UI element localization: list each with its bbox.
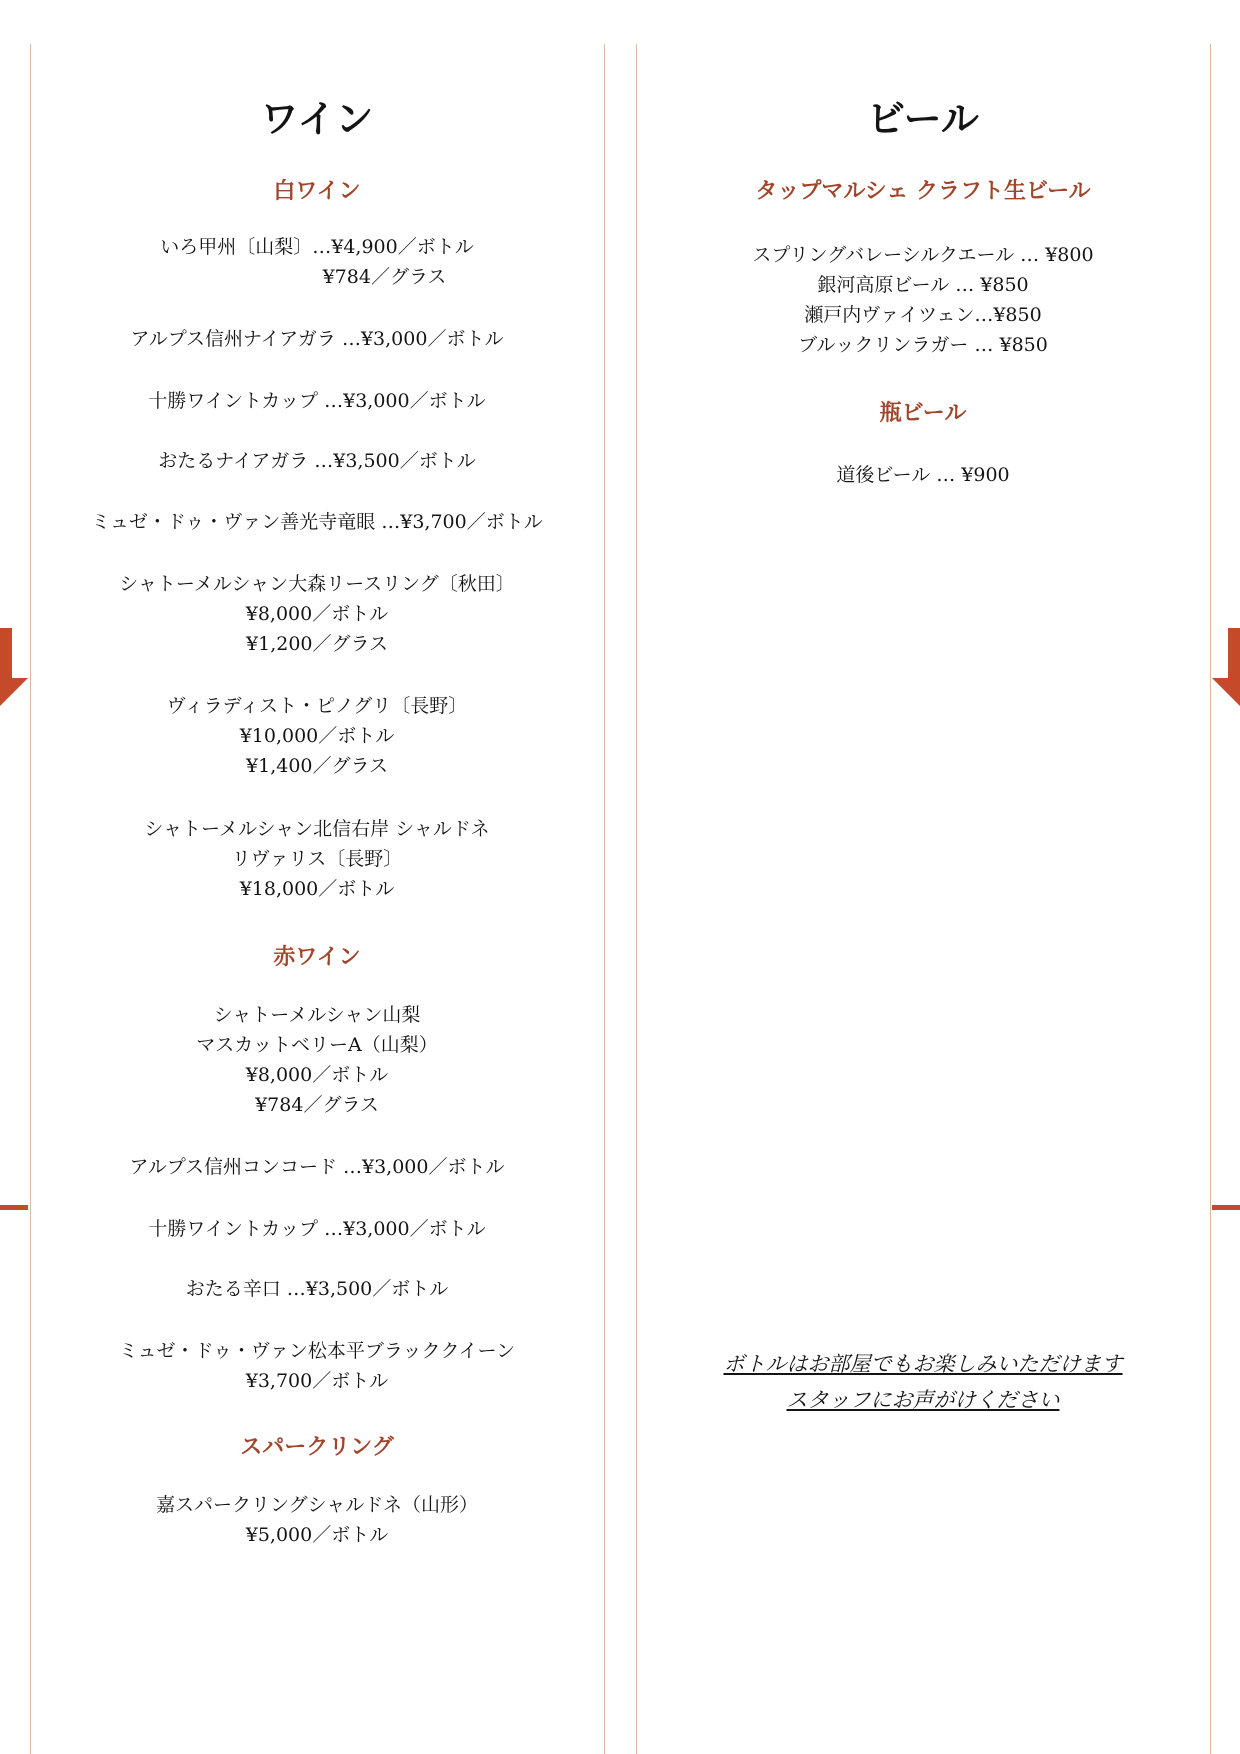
red-wine-heading: 赤ワイン [273,944,361,970]
item-line: アルプス信州コンコード …¥3,000／ボトル [129,1156,505,1178]
item-line: スプリングバレーシルクエール … ¥800 [752,244,1094,266]
item-line: ¥5,000／ボトル [245,1524,389,1546]
item-line: ¥8,000／ボトル [245,1064,389,1086]
item-line: シャトーメルシャン大森リースリング〔秋田〕 [119,573,515,595]
item-line: マスカットベリーA（山梨） [196,1034,438,1056]
item-line: 十勝ワイントカップ …¥3,000／ボトル [148,1218,486,1240]
bottle-note [636,1346,1210,1418]
right-column-border [1210,44,1211,1754]
item-line: ¥1,400／グラス [246,755,388,777]
item-line: ¥1,200／グラス [246,633,388,655]
item-line: 瀬戸内ヴァイツェン…¥850 [804,304,1042,326]
wine-title: ワイン [260,96,374,141]
note-line-1: ボトルはお部屋でもお楽しみいただけます [723,1352,1123,1376]
draft-beer-list [636,240,1210,360]
left-edge-tick [0,1205,28,1210]
item-line: 十勝ワイントカップ …¥3,000／ボトル [148,390,486,412]
white-wine-item [30,324,604,354]
item-line: ¥8,000／ボトル [245,603,389,625]
white-wine-item [30,446,604,476]
item-line: リヴァリス〔長野〕 [231,848,403,870]
craft-draft-heading: タップマルシェ クラフト生ビール [755,178,1091,204]
right-edge-triangle [1212,678,1240,706]
red-wine-item [30,1152,604,1182]
white-wine-item [30,232,604,292]
white-wine-item [30,691,604,781]
item-line: おたるナイアガラ …¥3,500／ボトル [158,450,476,472]
item-line: 銀河高原ビール … ¥850 [817,274,1029,296]
sparkling-item [30,1490,604,1550]
beer-title: ビール [867,96,979,141]
item-line: シャトーメルシャン山梨 [213,1004,421,1026]
item-line: おたる辛口 …¥3,500／ボトル [185,1278,449,1300]
beer-column [636,0,1210,1754]
white-wine-item [30,507,604,537]
item-line: 道後ビール … ¥900 [836,464,1010,486]
red-wine-item [30,1336,604,1396]
item-line: ¥784／グラス [227,266,447,288]
item-line: ¥3,700／ボトル [245,1370,389,1392]
item-line: ブルックリンラガー … ¥850 [798,334,1048,356]
red-wine-item [30,1274,604,1304]
item-line: ¥18,000／ボトル [239,878,395,900]
right-edge-tick [1212,1205,1240,1210]
sparkling-heading: スパークリング [240,1434,394,1460]
item-line: いろ甲州〔山梨〕…¥4,900／ボトル [160,236,474,258]
white-wine-item [30,386,604,416]
left-edge-triangle [0,678,28,706]
item-line: ミュゼ・ドゥ・ヴァン松本平ブラッククイーン [118,1340,516,1362]
item-line: ¥10,000／ボトル [239,725,395,747]
white-wine-heading: 白ワイン [273,178,361,204]
item-line: ミュゼ・ドゥ・ヴァン善光寺竜眼 …¥3,700／ボトル [91,511,543,533]
right-edge-decoration [1228,628,1240,678]
item-line: 嘉スパークリングシャルドネ（山形） [155,1494,479,1516]
bottle-beer-heading: 瓶ビール [879,400,967,426]
red-wine-item [30,1000,604,1120]
red-wine-item [30,1214,604,1244]
left-column-border-right [604,44,605,1754]
white-wine-item [30,569,604,659]
white-wine-item [30,814,604,904]
item-line: ヴィラディスト・ピノグリ〔長野〕 [166,695,468,717]
wine-column [30,0,604,1754]
item-line: ¥784／グラス [255,1094,379,1116]
note-line-2: スタッフにお声がけください [786,1388,1060,1412]
bottle-beer-item [636,460,1210,490]
item-line: シャトーメルシャン北信右岸 シャルドネ [144,818,490,840]
item-line: アルプス信州ナイアガラ …¥3,000／ボトル [130,328,504,350]
left-edge-decoration [0,628,12,678]
